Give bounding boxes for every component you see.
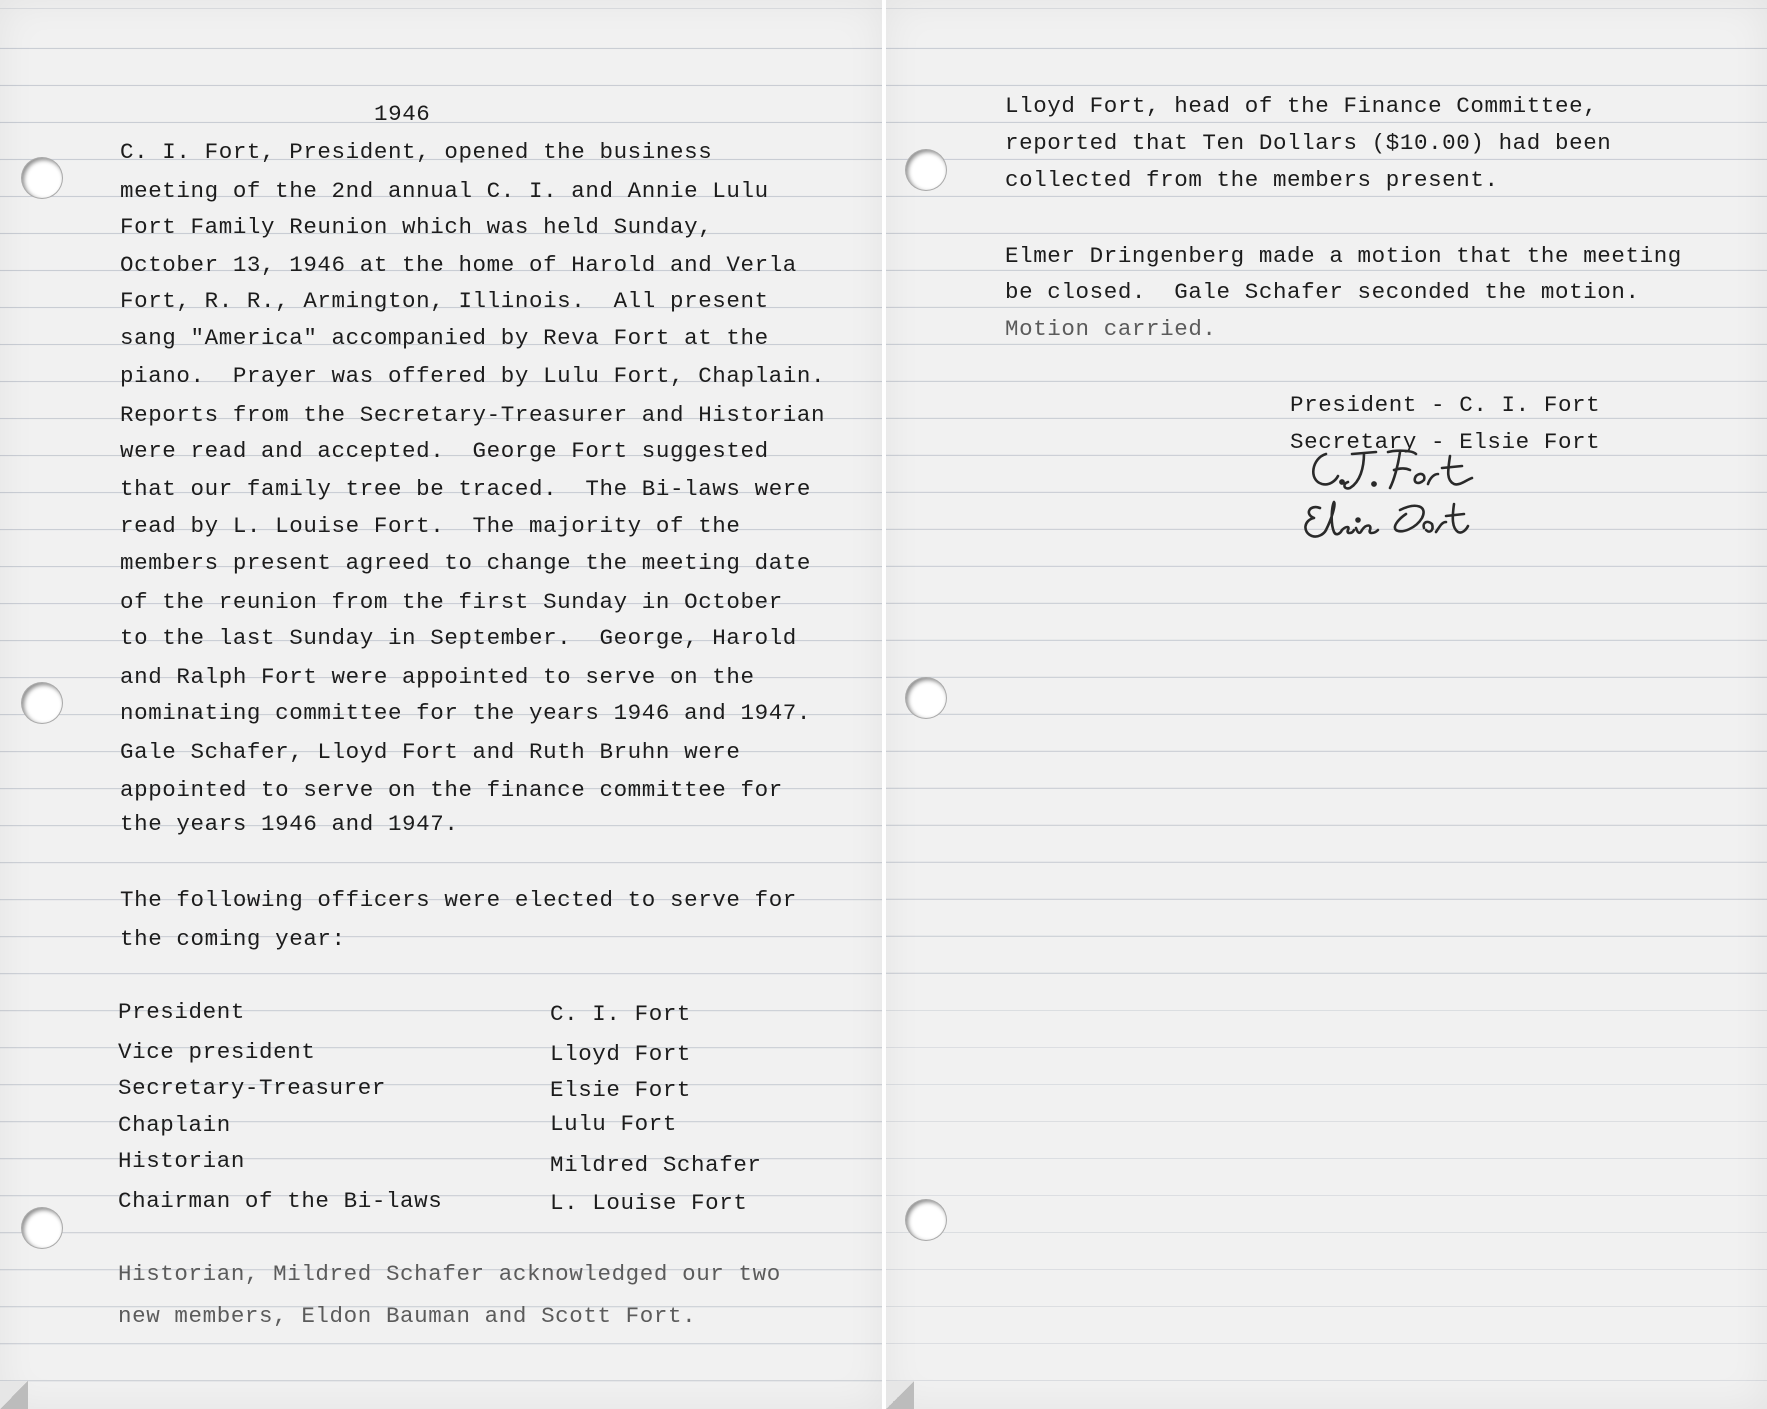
finance-line: reported that Ten Dollars ($10.00) had been <box>1005 130 1612 156</box>
motion-line: be closed. Gale Schafer seconded the motion. <box>1005 279 1640 305</box>
officer-name: Elsie Fort <box>550 1077 692 1103</box>
paragraph-line: members present agreed to change the meeting date <box>120 550 812 576</box>
paragraph-line: Fort Family Reunion which was held Sunday, <box>120 214 713 240</box>
punch-hole <box>906 678 946 718</box>
punch-hole <box>906 150 946 190</box>
paragraph-line: to the last Sunday in September. George, Harold <box>120 625 797 651</box>
paragraph-line: piano. Prayer was offered by Lulu Fort, Chaplain. <box>120 363 826 389</box>
punch-hole <box>22 158 62 198</box>
officer-title: President <box>118 999 245 1025</box>
paragraph-line: of the reunion from the first Sunday in October <box>120 589 783 615</box>
paragraph-line: Gale Schafer, Lloyd Fort and Ruth Bruhn were <box>120 739 741 765</box>
officer-title: Historian <box>118 1148 245 1174</box>
secretary-signature-line: Secretary - Elsie Fort <box>1290 429 1601 455</box>
officer-title: Chaplain <box>118 1112 231 1138</box>
paragraph-line: Fort, R. R., Armington, Illinois. All present <box>120 288 769 314</box>
closing-line: Historian, Mildred Schafer acknowledged our two <box>118 1261 781 1287</box>
punch-hole <box>906 1200 946 1240</box>
punch-hole <box>22 1208 62 1248</box>
paragraph-line: were read and accepted. George Fort suggested <box>120 438 769 464</box>
paragraph-line: and Ralph Fort were appointed to serve on the <box>120 664 755 690</box>
paragraph-line: nominating committee for the years 1946 and 1947. <box>120 700 812 726</box>
officer-name: C. I. Fort <box>550 1001 692 1027</box>
right-page <box>886 0 1767 1409</box>
paragraph-line: sang "America" accompanied by Reva Fort at the <box>120 325 769 351</box>
president-signature-line: President - C. I. Fort <box>1290 392 1601 418</box>
paragraph-line: appointed to serve on the finance committee for <box>120 777 783 803</box>
motion-line: Motion carried. <box>1005 316 1217 342</box>
officer-name: Mildred Schafer <box>550 1152 762 1178</box>
finance-line: Lloyd Fort, head of the Finance Committee, <box>1005 93 1598 119</box>
page-corner-curl <box>886 1381 914 1409</box>
paragraph-line: Reports from the Secretary-Treasurer and Historian <box>120 402 826 428</box>
finance-line: collected from the members present. <box>1005 167 1499 193</box>
closing-line: new members, Eldon Bauman and Scott Fort. <box>118 1303 697 1329</box>
paragraph-line: the years 1946 and 1947. <box>120 811 459 837</box>
paragraph-line: read by L. Louise Fort. The majority of the <box>120 513 741 539</box>
officer-name: Lloyd Fort <box>550 1041 692 1067</box>
paragraph-line: C. I. Fort, President, opened the business <box>120 139 713 165</box>
paragraph-line: October 13, 1946 at the home of Harold and Verla <box>120 252 797 278</box>
officer-name: L. Louise Fort <box>550 1190 748 1216</box>
officer-title: Chairman of the Bi-laws <box>118 1188 443 1214</box>
officer-title: Vice president <box>118 1039 316 1065</box>
officers-intro-line: the coming year: <box>120 926 346 952</box>
punch-hole <box>22 683 62 723</box>
year-heading: 1946 <box>374 101 431 127</box>
officer-title: Secretary-Treasurer <box>118 1075 386 1101</box>
officer-name: Lulu Fort <box>550 1111 677 1137</box>
officers-intro-line: The following officers were elected to serve for <box>120 887 797 913</box>
paragraph-line: that our family tree be traced. The Bi-laws were <box>120 476 812 502</box>
motion-line: Elmer Dringenberg made a motion that the meeting <box>1005 243 1682 269</box>
page-corner-curl <box>0 1381 28 1409</box>
paragraph-line: meeting of the 2nd annual C. I. and Annie Lulu <box>120 178 769 204</box>
secretary-handwritten-signature <box>1296 488 1496 548</box>
